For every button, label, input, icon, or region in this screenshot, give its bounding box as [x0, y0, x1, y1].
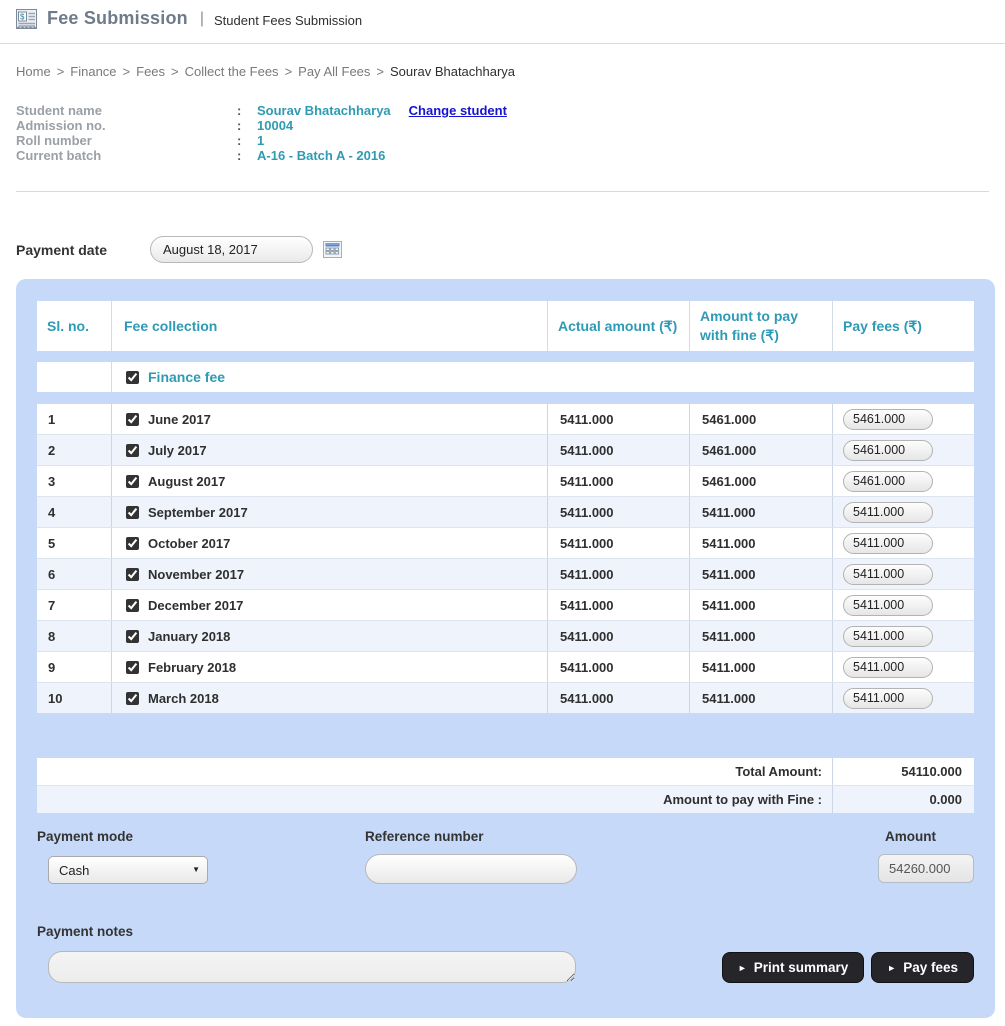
fee-row-checkbox[interactable] [126, 413, 139, 426]
svg-text:$: $ [20, 12, 25, 21]
breadcrumb-collect-the-fees[interactable]: Collect the Fees [184, 64, 279, 79]
payment-mode-field [37, 829, 208, 884]
total-amount-label: Total Amount: [37, 758, 833, 785]
pay-fees-label: Pay fees [903, 960, 958, 975]
pay-fee-cell [833, 559, 974, 589]
amount-with-fine-value: 5461.000 [690, 435, 833, 465]
breadcrumb-separator: > [376, 64, 385, 79]
pay-fee-cell [833, 590, 974, 620]
fee-row-month-cell [112, 404, 548, 434]
amount-with-fine-value: 5411.000 [690, 528, 833, 558]
current-batch-label: Current batch [16, 148, 102, 163]
fee-month-label: September 2017 [148, 504, 248, 520]
fee-month-label: July 2017 [148, 442, 207, 458]
current-batch-value: A-16 - Batch A - 2016 [257, 148, 386, 163]
fee-row-checkbox[interactable] [126, 599, 139, 612]
fee-row [37, 496, 974, 527]
colon: : [237, 148, 242, 163]
pay-fee-input[interactable] [843, 688, 933, 709]
pay-fee-input[interactable] [843, 502, 933, 523]
roll-number-value: 1 [257, 133, 265, 148]
fee-month-label: December 2017 [148, 597, 244, 613]
fee-row-month-cell [112, 435, 548, 465]
payment-notes-field [37, 924, 577, 988]
pay-fee-input[interactable] [843, 657, 933, 678]
amount-with-fine-label: Amount to pay with Fine : [37, 786, 833, 813]
breadcrumb-separator: > [56, 64, 65, 79]
student-name-row [16, 103, 989, 118]
payment-notes-textarea[interactable] [48, 951, 576, 983]
breadcrumb-home[interactable]: Home [16, 64, 51, 79]
breadcrumb-fees[interactable]: Fees [136, 64, 166, 79]
fee-row-checkbox[interactable] [126, 661, 139, 674]
pay-fee-input[interactable] [843, 533, 933, 554]
fee-row [37, 682, 974, 713]
pay-fee-cell [833, 404, 974, 434]
amount-label: Amount [885, 829, 936, 844]
amount-field [878, 829, 974, 883]
breadcrumb-separator: > [284, 64, 293, 79]
action-buttons [722, 924, 974, 988]
colon: : [237, 133, 242, 148]
amount-with-fine-value: 5461.000 [690, 466, 833, 496]
reference-number-label: Reference number [365, 829, 484, 844]
actual-amount-value: 5411.000 [548, 590, 690, 620]
col-header-sl-no: Sl. no. [37, 301, 112, 351]
fee-receipt-icon [16, 9, 37, 29]
fee-row-month-cell [112, 559, 548, 589]
fee-group-label: Finance fee [148, 369, 226, 385]
student-name-label: Student name [16, 103, 102, 118]
payment-mode-label: Payment mode [37, 829, 134, 844]
fee-row-checkbox[interactable] [126, 537, 139, 550]
breadcrumb-separator: > [122, 64, 131, 79]
pay-fee-input[interactable] [843, 626, 933, 647]
fee-row-number: 6 [37, 559, 112, 589]
change-student-link[interactable]: Change student [408, 103, 507, 118]
student-info-block [0, 79, 1005, 163]
fee-row-number: 9 [37, 652, 112, 682]
fee-group-checkbox[interactable] [126, 371, 139, 384]
amount-with-fine-value: 5411.000 [690, 652, 833, 682]
totals-table [37, 758, 974, 813]
pay-fee-cell [833, 435, 974, 465]
col-header-actual-amount: Actual amount (₹) [548, 301, 690, 351]
amount-with-fine-value: 5411.000 [690, 497, 833, 527]
total-amount-value: 54110.000 [901, 764, 962, 779]
fee-row [37, 558, 974, 589]
fee-row-month-cell [112, 528, 548, 558]
fee-row-checkbox[interactable] [126, 475, 139, 488]
fee-row-number: 8 [37, 621, 112, 651]
fee-row-checkbox[interactable] [126, 630, 139, 643]
fee-month-label: March 2018 [148, 690, 219, 706]
reference-number-field [365, 829, 577, 884]
fee-row [37, 651, 974, 682]
pay-fee-input[interactable] [843, 471, 933, 492]
amount-with-fine-value: 5461.000 [690, 404, 833, 434]
student-name-value: Sourav Bhatachharya [257, 103, 391, 118]
fee-month-label: June 2017 [148, 411, 211, 427]
fee-group-row [37, 362, 974, 392]
fee-month-label: October 2017 [148, 535, 231, 551]
fee-rows [37, 404, 974, 713]
actual-amount-value: 5411.000 [548, 621, 690, 651]
fee-row-number: 10 [37, 683, 112, 713]
roll-number-row [16, 133, 989, 148]
fee-row [37, 465, 974, 496]
page-header [0, 0, 1005, 35]
pay-fee-input[interactable] [843, 564, 933, 585]
breadcrumb-separator: > [171, 64, 179, 79]
amount-input[interactable] [878, 854, 974, 883]
fee-row-checkbox[interactable] [126, 506, 139, 519]
actual-amount-value: 5411.000 [548, 652, 690, 682]
fee-row-checkbox[interactable] [126, 568, 139, 581]
breadcrumb-pay-all-fees[interactable]: Pay All Fees [298, 64, 371, 79]
fee-month-label: January 2018 [148, 628, 231, 644]
fee-row-month-cell [112, 497, 548, 527]
fee-row [37, 620, 974, 651]
pay-fee-cell [833, 497, 974, 527]
fee-row-number: 1 [37, 404, 112, 434]
fee-row-number: 7 [37, 590, 112, 620]
col-header-pay-fees: Pay fees (₹) [843, 317, 922, 334]
amount-with-fine-value: 5411.000 [690, 683, 833, 713]
fee-month-label: November 2017 [148, 566, 245, 582]
payment-mode-select-wrap [48, 856, 208, 884]
page-subtitle: Student Fees Submission [214, 12, 363, 28]
actual-amount-value: 5411.000 [548, 404, 690, 434]
fee-row-number: 4 [37, 497, 112, 527]
pay-fee-input[interactable] [843, 409, 933, 430]
arrow-icon: ► [887, 962, 897, 973]
fee-month-label: August 2017 [148, 473, 226, 489]
fee-month-label: February 2018 [148, 659, 237, 675]
payment-date-row [0, 192, 1005, 263]
total-amount-row [37, 758, 974, 785]
fee-group-empty-cell [37, 362, 112, 392]
fee-row-month-cell [112, 590, 548, 620]
fee-row-checkbox[interactable] [126, 444, 139, 457]
print-summary-button[interactable] [722, 952, 864, 983]
fee-row-month-cell [112, 466, 548, 496]
fee-row-number: 3 [37, 466, 112, 496]
actual-amount-value: 5411.000 [548, 683, 690, 713]
print-summary-label: Print summary [753, 960, 849, 975]
calendar-icon[interactable] [323, 241, 342, 258]
admission-no-label: Admission no. [16, 118, 106, 133]
arrow-icon: ► [737, 962, 747, 973]
col-header-amount-with-fine: Amount to pay with fine (₹) [690, 301, 833, 351]
fee-row [37, 404, 974, 434]
fees-panel [16, 279, 995, 1018]
col-header-fee-collection: Fee collection [112, 301, 548, 351]
pay-fee-cell [833, 528, 974, 558]
fee-row-month-cell [112, 683, 548, 713]
breadcrumb [0, 44, 1005, 79]
amount-with-fine-value: 0.000 [929, 792, 962, 807]
actual-amount-value: 5411.000 [548, 559, 690, 589]
fee-group-cell [112, 362, 974, 392]
actual-amount-value: 5411.000 [548, 435, 690, 465]
amount-with-fine-row [37, 785, 974, 813]
fee-row-checkbox[interactable] [126, 692, 139, 705]
colon: : [237, 103, 242, 118]
pay-fees-button[interactable] [871, 952, 974, 983]
payment-notes-label: Payment notes [37, 924, 134, 939]
fee-row-month-cell [112, 652, 548, 682]
notes-and-actions-row [37, 924, 974, 988]
fees-table-header [37, 301, 974, 351]
actual-amount-value: 5411.000 [548, 466, 690, 496]
amount-with-fine-value: 5411.000 [690, 559, 833, 589]
payment-date-label: Payment date [16, 241, 108, 258]
amount-with-fine-value: 5411.000 [690, 590, 833, 620]
pay-fee-cell [833, 466, 974, 496]
admission-no-value: 10004 [257, 118, 294, 133]
current-batch-row [16, 148, 989, 163]
actual-amount-value: 5411.000 [548, 528, 690, 558]
amount-with-fine-value: 5411.000 [690, 621, 833, 651]
pay-fee-input[interactable] [843, 595, 933, 616]
pay-fee-input[interactable] [843, 440, 933, 461]
fee-row [37, 434, 974, 465]
fee-row-number: 2 [37, 435, 112, 465]
roll-number-label: Roll number [16, 133, 92, 148]
actual-amount-value: 5411.000 [548, 497, 690, 527]
fee-row [37, 527, 974, 558]
payment-date-input[interactable] [150, 236, 313, 263]
pay-fee-cell [833, 683, 974, 713]
payment-mode-select[interactable] [48, 856, 208, 884]
reference-number-input[interactable] [365, 854, 577, 884]
admission-no-row [16, 118, 989, 133]
fee-row [37, 589, 974, 620]
colon: : [237, 118, 242, 133]
breadcrumb-current-student: Sourav Bhatachharya [390, 64, 516, 79]
breadcrumb-finance[interactable]: Finance [70, 64, 117, 79]
title-separator: | [199, 9, 204, 27]
payment-fields-row [37, 829, 974, 901]
page-title: Fee Submission [47, 8, 188, 28]
pay-fee-cell [833, 652, 974, 682]
pay-fee-cell [833, 621, 974, 651]
fee-row-number: 5 [37, 528, 112, 558]
fee-row-month-cell [112, 621, 548, 651]
